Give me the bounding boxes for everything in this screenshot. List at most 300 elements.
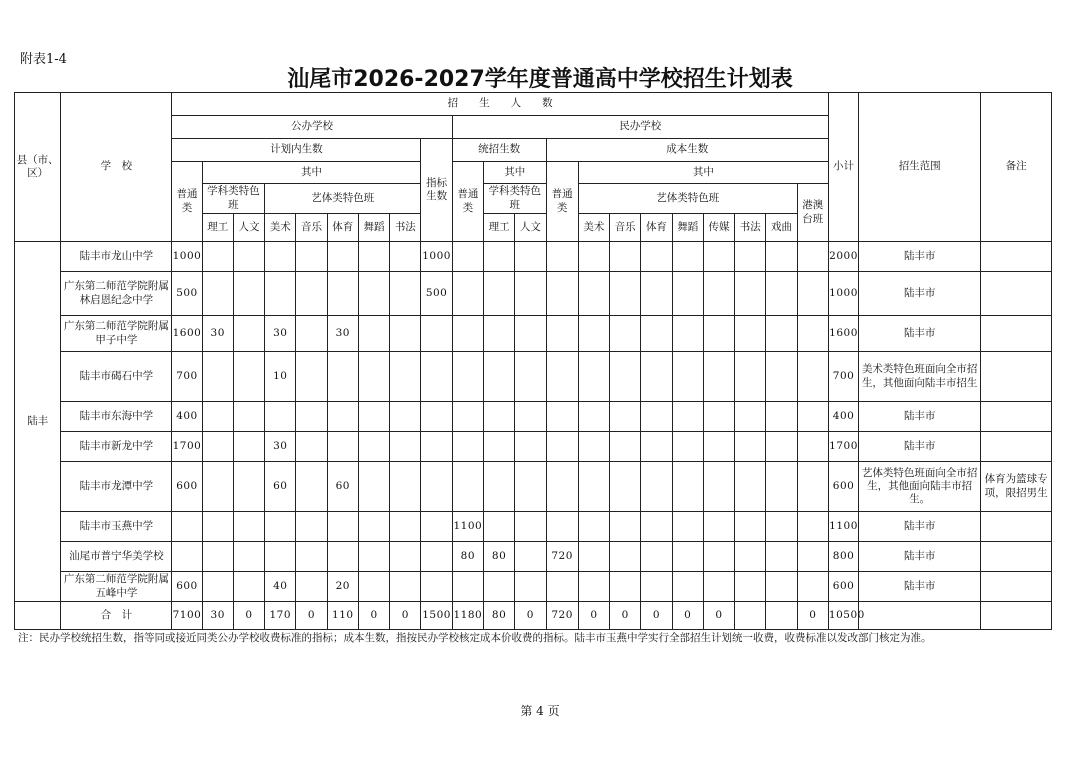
value-cell bbox=[578, 352, 609, 402]
value-cell: 40 bbox=[265, 572, 296, 602]
total-label: 合 计 bbox=[61, 602, 172, 630]
value-cell bbox=[578, 272, 609, 316]
value-cell bbox=[296, 316, 327, 352]
value-cell: 500 bbox=[421, 272, 452, 316]
value-cell bbox=[610, 462, 641, 512]
header-among-cost: 其中 bbox=[578, 162, 828, 184]
subheader-cost-opera: 戏曲 bbox=[766, 214, 797, 242]
value-cell bbox=[483, 572, 514, 602]
value-cell bbox=[578, 242, 609, 272]
value-cell bbox=[766, 542, 797, 572]
value-cell bbox=[610, 512, 641, 542]
value-cell: 30 bbox=[202, 316, 233, 352]
total-value: 10500 bbox=[828, 602, 858, 630]
value-cell bbox=[483, 242, 514, 272]
value-cell: 500 bbox=[172, 272, 202, 316]
value-cell bbox=[641, 316, 672, 352]
value-cell bbox=[358, 462, 389, 512]
page-number: 第 4 页 bbox=[520, 704, 560, 718]
subheader-public-hum: 人文 bbox=[233, 214, 264, 242]
header-unified: 统招生数 bbox=[452, 139, 546, 162]
value-cell bbox=[641, 272, 672, 316]
total-value: 0 bbox=[296, 602, 327, 630]
subheader-cost-media: 传媒 bbox=[703, 214, 734, 242]
total-remark bbox=[981, 602, 1052, 630]
table-row bbox=[15, 512, 1052, 542]
value-cell bbox=[327, 242, 358, 272]
value-cell bbox=[641, 242, 672, 272]
value-cell bbox=[641, 512, 672, 542]
school-name: 陆丰市玉燕中学 bbox=[61, 512, 172, 542]
total-value: 0 bbox=[578, 602, 609, 630]
school-name: 广东第二师范学院附属林启恩纪念中学 bbox=[61, 272, 172, 316]
table-row bbox=[15, 402, 1052, 432]
value-cell bbox=[672, 512, 703, 542]
table-row bbox=[15, 542, 1052, 572]
value-cell bbox=[546, 242, 578, 272]
value-cell bbox=[797, 272, 828, 316]
value-cell bbox=[202, 272, 233, 316]
value-cell bbox=[735, 242, 766, 272]
value-cell bbox=[735, 272, 766, 316]
table-row bbox=[15, 462, 1052, 512]
value-cell bbox=[766, 272, 797, 316]
value-cell bbox=[421, 402, 452, 432]
value-cell bbox=[452, 402, 483, 432]
value-cell bbox=[515, 272, 546, 316]
value-cell bbox=[766, 352, 797, 402]
value-cell: 1000 bbox=[828, 272, 858, 316]
value-cell bbox=[703, 572, 734, 602]
value-cell bbox=[358, 512, 389, 542]
remark-cell bbox=[981, 542, 1052, 572]
header-subject-private: 学科类特色班 bbox=[483, 184, 546, 214]
value-cell bbox=[735, 512, 766, 542]
table-row bbox=[15, 242, 1052, 272]
value-cell bbox=[421, 542, 452, 572]
header-private: 民办学校 bbox=[452, 116, 828, 139]
value-cell bbox=[610, 316, 641, 352]
value-cell bbox=[735, 572, 766, 602]
table-row bbox=[15, 352, 1052, 402]
school-name: 广东第二师范学院附属甲子中学 bbox=[61, 316, 172, 352]
value-cell bbox=[735, 316, 766, 352]
total-value: 110 bbox=[327, 602, 358, 630]
total-value: 0 bbox=[233, 602, 264, 630]
remark-cell bbox=[981, 316, 1052, 352]
range-cell: 陆丰市 bbox=[859, 572, 981, 602]
value-cell bbox=[327, 402, 358, 432]
value-cell bbox=[327, 352, 358, 402]
value-cell: 30 bbox=[327, 316, 358, 352]
value-cell bbox=[578, 402, 609, 432]
value-cell: 1600 bbox=[828, 316, 858, 352]
value-cell bbox=[766, 572, 797, 602]
value-cell bbox=[641, 572, 672, 602]
value-cell bbox=[515, 402, 546, 432]
value-cell bbox=[296, 432, 327, 462]
value-cell bbox=[735, 432, 766, 462]
value-cell bbox=[358, 352, 389, 402]
value-cell bbox=[233, 272, 264, 316]
value-cell bbox=[546, 272, 578, 316]
value-cell bbox=[202, 542, 233, 572]
header-art-public: 艺体类特色班 bbox=[265, 184, 421, 214]
range-cell: 陆丰市 bbox=[859, 432, 981, 462]
value-cell: 2000 bbox=[828, 242, 858, 272]
range-cell: 陆丰市 bbox=[859, 542, 981, 572]
remark-cell: 体育为篮球专项，限招男生 bbox=[981, 462, 1052, 512]
remark-cell bbox=[981, 242, 1052, 272]
value-cell bbox=[327, 542, 358, 572]
value-cell bbox=[672, 352, 703, 402]
subheader-unified-sci: 理工 bbox=[483, 214, 514, 242]
total-value bbox=[735, 602, 766, 630]
value-cell bbox=[421, 432, 452, 462]
value-cell bbox=[703, 272, 734, 316]
range-cell: 陆丰市 bbox=[859, 272, 981, 316]
range-cell: 陆丰市 bbox=[859, 402, 981, 432]
value-cell: 1100 bbox=[828, 512, 858, 542]
value-cell bbox=[797, 242, 828, 272]
total-range bbox=[859, 602, 981, 630]
value-cell bbox=[515, 512, 546, 542]
value-cell bbox=[452, 316, 483, 352]
value-cell bbox=[296, 402, 327, 432]
value-cell bbox=[421, 512, 452, 542]
subheader-public-music: 音乐 bbox=[296, 214, 327, 242]
value-cell bbox=[797, 542, 828, 572]
value-cell bbox=[797, 352, 828, 402]
value-cell: 80 bbox=[452, 542, 483, 572]
value-cell bbox=[265, 542, 296, 572]
value-cell bbox=[672, 432, 703, 462]
value-cell bbox=[703, 352, 734, 402]
value-cell bbox=[703, 512, 734, 542]
value-cell bbox=[233, 542, 264, 572]
value-cell bbox=[515, 316, 546, 352]
value-cell bbox=[672, 572, 703, 602]
value-cell bbox=[296, 572, 327, 602]
value-cell bbox=[390, 542, 421, 572]
header-general-cost: 普通类 bbox=[546, 162, 578, 242]
value-cell bbox=[766, 402, 797, 432]
value-cell bbox=[515, 462, 546, 512]
table-row bbox=[15, 272, 1052, 316]
total-value: 0 bbox=[703, 602, 734, 630]
value-cell bbox=[610, 542, 641, 572]
value-cell: 800 bbox=[828, 542, 858, 572]
value-cell bbox=[735, 352, 766, 402]
value-cell bbox=[546, 402, 578, 432]
school-name: 陆丰市东海中学 bbox=[61, 402, 172, 432]
value-cell: 600 bbox=[828, 462, 858, 512]
value-cell bbox=[735, 402, 766, 432]
value-cell bbox=[202, 512, 233, 542]
value-cell: 700 bbox=[828, 352, 858, 402]
value-cell: 600 bbox=[828, 572, 858, 602]
total-value: 0 bbox=[672, 602, 703, 630]
header-school: 学 校 bbox=[61, 93, 172, 242]
value-cell bbox=[641, 432, 672, 462]
value-cell bbox=[703, 242, 734, 272]
footnote: 注：民办学校统招生数，指等同或接近同类公办学校收费标准的指标；成本生数，指按民办学校核定成本价收费的指标。陆丰市玉燕中学实行全部招生计划统一收费，收费标准以发改部门核定为准。 bbox=[18, 632, 932, 644]
value-cell: 20 bbox=[327, 572, 358, 602]
total-row bbox=[15, 602, 1052, 630]
value-cell bbox=[358, 316, 389, 352]
total-value: 720 bbox=[546, 602, 578, 630]
value-cell bbox=[202, 402, 233, 432]
value-cell bbox=[546, 572, 578, 602]
value-cell bbox=[233, 352, 264, 402]
remark-cell bbox=[981, 512, 1052, 542]
table-row bbox=[15, 572, 1052, 602]
total-value: 30 bbox=[202, 602, 233, 630]
value-cell bbox=[797, 462, 828, 512]
range-cell: 陆丰市 bbox=[859, 242, 981, 272]
header-planned-in: 计划内生数 bbox=[172, 139, 421, 162]
value-cell: 60 bbox=[327, 462, 358, 512]
value-cell bbox=[202, 432, 233, 462]
header-hkmo: 港澳台班 bbox=[797, 184, 828, 242]
value-cell bbox=[483, 512, 514, 542]
value-cell bbox=[265, 402, 296, 432]
county-cell: 陆丰 bbox=[15, 242, 61, 602]
value-cell bbox=[483, 402, 514, 432]
header-range: 招生范围 bbox=[859, 93, 981, 242]
value-cell bbox=[390, 512, 421, 542]
value-cell bbox=[233, 316, 264, 352]
value-cell bbox=[233, 402, 264, 432]
value-cell bbox=[327, 432, 358, 462]
total-value: 0 bbox=[641, 602, 672, 630]
value-cell bbox=[672, 402, 703, 432]
value-cell bbox=[483, 272, 514, 316]
range-cell: 美术类特色班面向全市招生，其他面向陆丰市招生 bbox=[859, 352, 981, 402]
subheader-public-sci: 理工 bbox=[202, 214, 233, 242]
value-cell bbox=[641, 352, 672, 402]
value-cell bbox=[202, 352, 233, 402]
subheader-cost-calligraphy: 书法 bbox=[735, 214, 766, 242]
value-cell bbox=[358, 432, 389, 462]
total-value: 0 bbox=[797, 602, 828, 630]
value-cell bbox=[766, 512, 797, 542]
value-cell bbox=[483, 432, 514, 462]
table-row bbox=[15, 432, 1052, 462]
value-cell bbox=[358, 272, 389, 316]
value-cell bbox=[578, 462, 609, 512]
value-cell bbox=[233, 572, 264, 602]
value-cell bbox=[390, 352, 421, 402]
value-cell bbox=[327, 512, 358, 542]
value-cell bbox=[452, 462, 483, 512]
value-cell bbox=[672, 316, 703, 352]
header-subtotal: 小计 bbox=[828, 93, 858, 242]
value-cell bbox=[358, 542, 389, 572]
value-cell bbox=[358, 242, 389, 272]
value-cell bbox=[390, 572, 421, 602]
school-name: 陆丰市新龙中学 bbox=[61, 432, 172, 462]
value-cell bbox=[233, 462, 264, 512]
value-cell bbox=[703, 316, 734, 352]
header-enrollment: 招 生 人 数 bbox=[172, 93, 829, 116]
value-cell bbox=[390, 272, 421, 316]
school-name: 广东第二师范学院附属五峰中学 bbox=[61, 572, 172, 602]
total-value: 0 bbox=[358, 602, 389, 630]
range-cell: 陆丰市 bbox=[859, 316, 981, 352]
subheader-cost-pe: 体育 bbox=[641, 214, 672, 242]
value-cell bbox=[421, 316, 452, 352]
total-value: 0 bbox=[390, 602, 421, 630]
total-value: 7100 bbox=[172, 602, 202, 630]
header-subject-public: 学科类特色班 bbox=[202, 184, 265, 214]
header-art-private: 艺体类特色班 bbox=[578, 184, 797, 214]
value-cell bbox=[390, 432, 421, 462]
value-cell bbox=[766, 432, 797, 462]
subheader-cost-dance: 舞蹈 bbox=[672, 214, 703, 242]
header-general-public: 普通类 bbox=[172, 162, 202, 242]
value-cell bbox=[703, 432, 734, 462]
value-cell bbox=[546, 352, 578, 402]
value-cell bbox=[735, 542, 766, 572]
value-cell bbox=[421, 352, 452, 402]
value-cell bbox=[797, 512, 828, 542]
value-cell: 60 bbox=[265, 462, 296, 512]
subheader-public-pe: 体育 bbox=[327, 214, 358, 242]
value-cell bbox=[703, 542, 734, 572]
value-cell bbox=[265, 512, 296, 542]
value-cell: 600 bbox=[172, 572, 202, 602]
subheader-public-art: 美术 bbox=[265, 214, 296, 242]
value-cell bbox=[296, 512, 327, 542]
value-cell bbox=[578, 542, 609, 572]
subheader-cost-music: 音乐 bbox=[610, 214, 641, 242]
value-cell bbox=[390, 462, 421, 512]
value-cell: 720 bbox=[546, 542, 578, 572]
value-cell bbox=[172, 542, 202, 572]
value-cell bbox=[452, 272, 483, 316]
value-cell: 1600 bbox=[172, 316, 202, 352]
value-cell: 30 bbox=[265, 432, 296, 462]
value-cell bbox=[610, 402, 641, 432]
value-cell: 80 bbox=[483, 542, 514, 572]
value-cell bbox=[672, 272, 703, 316]
header-among-unified: 其中 bbox=[483, 162, 546, 184]
value-cell bbox=[452, 242, 483, 272]
school-name: 陆丰市龙山中学 bbox=[61, 242, 172, 272]
value-cell: 1700 bbox=[172, 432, 202, 462]
table-row bbox=[15, 316, 1052, 352]
value-cell bbox=[233, 242, 264, 272]
value-cell bbox=[546, 462, 578, 512]
value-cell bbox=[515, 352, 546, 402]
remark-cell bbox=[981, 402, 1052, 432]
total-value: 170 bbox=[265, 602, 296, 630]
value-cell bbox=[452, 432, 483, 462]
enrollment-plan-table bbox=[14, 92, 1052, 630]
value-cell bbox=[390, 402, 421, 432]
school-name: 陆丰市碣石中学 bbox=[61, 352, 172, 402]
header-quota: 指标生数 bbox=[421, 139, 452, 242]
remark-cell bbox=[981, 432, 1052, 462]
value-cell: 700 bbox=[172, 352, 202, 402]
value-cell bbox=[546, 432, 578, 462]
value-cell bbox=[797, 402, 828, 432]
range-cell: 艺体类特色班面向全市招生，其他面向陆丰市招生。 bbox=[859, 462, 981, 512]
value-cell bbox=[610, 272, 641, 316]
school-name: 汕尾市普宁华美学校 bbox=[61, 542, 172, 572]
value-cell bbox=[703, 402, 734, 432]
value-cell bbox=[202, 572, 233, 602]
value-cell bbox=[296, 242, 327, 272]
value-cell bbox=[578, 432, 609, 462]
value-cell bbox=[421, 572, 452, 602]
total-value: 0 bbox=[515, 602, 546, 630]
total-value: 0 bbox=[610, 602, 641, 630]
value-cell bbox=[766, 242, 797, 272]
value-cell: 10 bbox=[265, 352, 296, 402]
school-name: 陆丰市龙潭中学 bbox=[61, 462, 172, 512]
subheader-public-dance: 舞蹈 bbox=[358, 214, 389, 242]
value-cell bbox=[546, 512, 578, 542]
header-general-unified: 普通类 bbox=[452, 162, 483, 242]
value-cell bbox=[233, 432, 264, 462]
value-cell bbox=[610, 572, 641, 602]
value-cell bbox=[483, 316, 514, 352]
value-cell bbox=[515, 242, 546, 272]
value-cell bbox=[452, 572, 483, 602]
value-cell: 1700 bbox=[828, 432, 858, 462]
value-cell bbox=[296, 542, 327, 572]
value-cell bbox=[797, 432, 828, 462]
value-cell bbox=[327, 272, 358, 316]
header-cost: 成本生数 bbox=[546, 139, 828, 162]
appendix-label: 附表1-4 bbox=[20, 52, 67, 67]
value-cell: 400 bbox=[172, 402, 202, 432]
header-public: 公办学校 bbox=[172, 116, 452, 139]
value-cell bbox=[766, 462, 797, 512]
total-value: 1180 bbox=[452, 602, 483, 630]
value-cell bbox=[610, 432, 641, 462]
total-value bbox=[766, 602, 797, 630]
value-cell bbox=[296, 352, 327, 402]
value-cell bbox=[390, 242, 421, 272]
value-cell bbox=[202, 242, 233, 272]
value-cell bbox=[483, 462, 514, 512]
value-cell bbox=[515, 572, 546, 602]
value-cell bbox=[483, 352, 514, 402]
value-cell bbox=[610, 352, 641, 402]
value-cell bbox=[641, 462, 672, 512]
value-cell bbox=[797, 572, 828, 602]
subheader-cost-art: 美术 bbox=[578, 214, 609, 242]
value-cell bbox=[265, 242, 296, 272]
value-cell bbox=[421, 462, 452, 512]
value-cell bbox=[233, 512, 264, 542]
value-cell bbox=[172, 512, 202, 542]
value-cell bbox=[735, 462, 766, 512]
header-remark: 备注 bbox=[981, 93, 1052, 242]
value-cell bbox=[546, 316, 578, 352]
subheader-public-calligraphy: 书法 bbox=[390, 214, 421, 242]
value-cell bbox=[703, 462, 734, 512]
value-cell: 1100 bbox=[452, 512, 483, 542]
value-cell: 1000 bbox=[421, 242, 452, 272]
subheader-unified-hum: 人文 bbox=[515, 214, 546, 242]
value-cell bbox=[265, 272, 296, 316]
value-cell bbox=[672, 242, 703, 272]
value-cell: 400 bbox=[828, 402, 858, 432]
